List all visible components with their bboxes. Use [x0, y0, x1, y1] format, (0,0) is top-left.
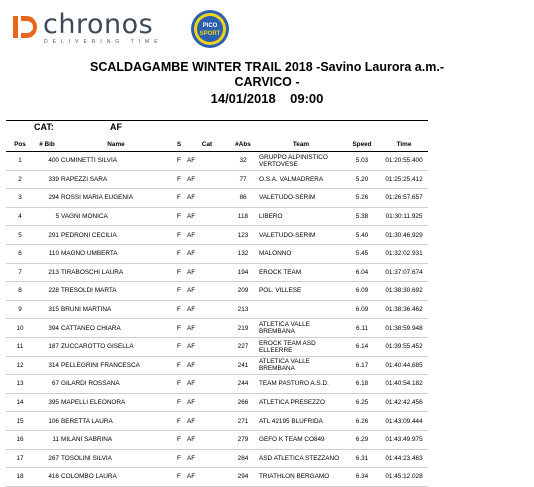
table-row [6, 170, 428, 189]
cell-bib: 315 [34, 300, 60, 319]
cell-name: PELLEGRINI FRANCESCA [60, 356, 172, 375]
cell-team: LIBERO [258, 207, 344, 226]
badge-line1: PICO [202, 23, 218, 29]
race-location: CARVICO - [234, 75, 300, 89]
cell-pos: 15 [6, 412, 34, 431]
cell-cat: AF [186, 263, 228, 282]
cell-cat: AF [186, 375, 228, 394]
table-row [6, 152, 428, 171]
badge-line2: SPORT [199, 31, 221, 37]
cell-bib: 267 [34, 449, 60, 468]
table-row [6, 244, 428, 263]
cell-s: F [172, 393, 186, 412]
table-row [6, 412, 428, 431]
column-header-speed: Speed [344, 137, 380, 152]
logo-wordmark: chronos [43, 9, 154, 40]
race-time: 09:00 [290, 91, 324, 106]
cell-pos: 1 [6, 152, 34, 171]
cell-name: ZUCCAROTTO GISELLA [60, 337, 172, 356]
cell-abs: 284 [228, 449, 258, 468]
race-date: 14/01/2018 [210, 91, 276, 106]
table-row [6, 189, 428, 208]
cell-team: ASD ATLETICA STEZZANO [258, 449, 344, 468]
cell-bib: 67 [34, 375, 60, 394]
cell-pos: 13 [6, 375, 34, 394]
cell-pos: 3 [6, 189, 34, 208]
cell-speed: 6.26 [344, 412, 380, 431]
cell-pos: 10 [6, 319, 34, 338]
cell-bib: 416 [34, 468, 60, 487]
cell-name: ROSSI MARIA EUGENIA [60, 189, 172, 208]
cell-pos: 11 [6, 337, 34, 356]
table-row [6, 449, 428, 468]
column-header-bib: # Bib [34, 137, 60, 152]
cell-s: F [172, 226, 186, 245]
column-header-cat: Cat [186, 137, 228, 152]
table-row [6, 207, 428, 226]
cell-speed: 6.31 [344, 449, 380, 468]
cell-speed: 5.38 [344, 207, 380, 226]
cell-pos: 18 [6, 468, 34, 487]
cell-bib: 11 [34, 430, 60, 449]
column-header-s: S [172, 137, 186, 152]
cell-pos: 4 [6, 207, 34, 226]
cell-time: 01:26:57.657 [380, 189, 428, 208]
cell-abs: 209 [228, 282, 258, 301]
cell-speed: 6.11 [344, 319, 380, 338]
cell-name: VAGNI MONICA [60, 207, 172, 226]
cell-time: 01:38:59.948 [380, 319, 428, 338]
table-row [6, 375, 428, 394]
cell-time: 01:40:54.182 [380, 375, 428, 394]
cell-abs: 227 [228, 337, 258, 356]
cell-name: MILANI SABRINA [60, 430, 172, 449]
cell-cat: AF [186, 170, 228, 189]
cell-speed: 5.03 [344, 152, 380, 171]
cell-s: F [172, 449, 186, 468]
cell-speed: 6.09 [344, 282, 380, 301]
cell-name: GILARDI ROSSANA [60, 375, 172, 394]
race-title: SCALDAGAMBE WINTER TRAIL 2018 -Savino Laurora a.m.- [90, 60, 444, 74]
cell-s: F [172, 189, 186, 208]
cell-speed: 5.26 [344, 189, 380, 208]
cell-abs: 194 [228, 263, 258, 282]
cell-cat: AF [186, 356, 228, 375]
cell-bib: 400 [34, 152, 60, 171]
cell-time: 01:32:02.931 [380, 244, 428, 263]
cell-speed: 5.20 [344, 170, 380, 189]
cell-pos: 7 [6, 263, 34, 282]
table-row [6, 226, 428, 245]
table-row [6, 282, 428, 301]
cell-speed: 6.29 [344, 430, 380, 449]
cell-pos: 9 [6, 300, 34, 319]
cell-team: MALONNO [258, 244, 344, 263]
cell-time: 01:30:46.929 [380, 226, 428, 245]
cell-cat: AF [186, 412, 228, 431]
cell-name: TIRABOSCHI LAURA [60, 263, 172, 282]
cell-pos: 6 [6, 244, 34, 263]
cell-pos: 2 [6, 170, 34, 189]
table-row [6, 356, 428, 375]
table-row [6, 319, 428, 338]
race-datetime [0, 91, 534, 106]
cell-s: F [172, 282, 186, 301]
cell-pos: 5 [6, 226, 34, 245]
cell-speed: 6.17 [344, 356, 380, 375]
cell-speed: 6.14 [344, 337, 380, 356]
cell-time: 01:44:23.463 [380, 449, 428, 468]
cell-cat: AF [186, 337, 228, 356]
cell-s: F [172, 412, 186, 431]
cell-time: 01:38:30.692 [380, 282, 428, 301]
category-top-rule [6, 120, 428, 121]
cell-abs: 32 [228, 152, 258, 171]
cell-speed: 6.18 [344, 375, 380, 394]
cell-cat: AF [186, 226, 228, 245]
cell-abs: 77 [228, 170, 258, 189]
column-header-abs: #Abs [228, 137, 258, 152]
column-header-pos: Pos [6, 137, 34, 152]
cell-s: F [172, 244, 186, 263]
results-table [6, 137, 428, 487]
cell-abs: 294 [228, 468, 258, 487]
cell-abs: 244 [228, 375, 258, 394]
cell-team: ATLETICA PRESEZZO [258, 393, 344, 412]
cell-name: PEDRONI CECILIA [60, 226, 172, 245]
table-row [6, 393, 428, 412]
cell-name: TOSOLINI SILVIA [60, 449, 172, 468]
cell-s: F [172, 319, 186, 338]
column-header-team: Team [258, 137, 344, 152]
cell-team: VALETUDO-SERIM [258, 189, 344, 208]
cell-bib: 339 [34, 170, 60, 189]
cell-cat: AF [186, 468, 228, 487]
table-row [6, 337, 428, 356]
cell-s: F [172, 300, 186, 319]
cell-s: F [172, 263, 186, 282]
cell-name: MAPELLI ELEONORA [60, 393, 172, 412]
column-header-time: Time [380, 137, 428, 152]
results-header [6, 137, 428, 152]
cell-time: 01:20:55.400 [380, 152, 428, 171]
cell-team: GRUPPO ALPINISTICO VERTOVESE [258, 152, 344, 171]
cell-pos: 8 [6, 282, 34, 301]
cell-bib: 106 [34, 412, 60, 431]
cell-team: EROCK TEAM ASD ELLEERRE [258, 337, 344, 356]
cell-name: COLOMBO LAURA [60, 468, 172, 487]
category-value: AF [110, 122, 122, 132]
cell-pos: 16 [6, 430, 34, 449]
cell-abs: 86 [228, 189, 258, 208]
cell-name: MAGNO UMBERTA [60, 244, 172, 263]
cell-abs: 123 [228, 226, 258, 245]
cell-time: 01:38:36.462 [380, 300, 428, 319]
cell-abs: 241 [228, 356, 258, 375]
cell-time: 01:37:07.674 [380, 263, 428, 282]
cell-name: TRESOLDI MARTA [60, 282, 172, 301]
cell-speed: 5.45 [344, 244, 380, 263]
cell-abs: 271 [228, 412, 258, 431]
cell-name: CUMINETTI SILVIA [60, 152, 172, 171]
cell-cat: AF [186, 430, 228, 449]
cell-time: 01:43:09.444 [380, 412, 428, 431]
cell-team [258, 300, 344, 319]
cell-pos: 17 [6, 449, 34, 468]
cell-bib: 5 [34, 207, 60, 226]
cell-s: F [172, 337, 186, 356]
cell-abs: 219 [228, 319, 258, 338]
cell-cat: AF [186, 393, 228, 412]
table-row [6, 300, 428, 319]
cell-name: RAPEZZI SARA [60, 170, 172, 189]
cell-name: BRUNI MARTINA [60, 300, 172, 319]
cell-bib: 213 [34, 263, 60, 282]
cell-team: TRIATHLON BERGAMO [258, 468, 344, 487]
cell-cat: AF [186, 449, 228, 468]
cell-s: F [172, 430, 186, 449]
cell-bib: 314 [34, 356, 60, 375]
cell-bib: 395 [34, 393, 60, 412]
cell-pos: 12 [6, 356, 34, 375]
cell-team: GEFO K TEAM CO849 [258, 430, 344, 449]
cell-time: 01:30:11.925 [380, 207, 428, 226]
cell-team: VALETUDO-SERIM [258, 226, 344, 245]
cell-bib: 291 [34, 226, 60, 245]
cell-team: ATL 42195 BLUFRIDA [258, 412, 344, 431]
table-row [6, 263, 428, 282]
table-row [6, 430, 428, 449]
cell-team: ATLETICA VALLE BREMBANA [258, 319, 344, 338]
cell-s: F [172, 375, 186, 394]
cell-team: ATLETICA VALLE BREMBANA [258, 356, 344, 375]
cell-speed: 6.34 [344, 468, 380, 487]
cell-speed: 6.04 [344, 263, 380, 282]
cell-bib: 110 [34, 244, 60, 263]
cell-s: F [172, 468, 186, 487]
cell-bib: 394 [34, 319, 60, 338]
cell-time: 01:42:42.456 [380, 393, 428, 412]
cell-bib: 294 [34, 189, 60, 208]
cell-time: 01:45:12.028 [380, 468, 428, 487]
cell-cat: AF [186, 207, 228, 226]
cell-speed: 5.40 [344, 226, 380, 245]
cell-abs: 132 [228, 244, 258, 263]
cell-cat: AF [186, 319, 228, 338]
cell-time: 01:40:44.685 [380, 356, 428, 375]
column-header-name: Name [60, 137, 172, 152]
cell-bib: 228 [34, 282, 60, 301]
cell-pos: 14 [6, 393, 34, 412]
cell-team: TEAM PASTURO A.S.D. [258, 375, 344, 394]
results-body [6, 152, 428, 487]
table-row [6, 468, 428, 487]
chronos-logo [13, 9, 163, 45]
cell-cat: AF [186, 244, 228, 263]
cell-speed: 6.09 [344, 300, 380, 319]
cell-name: BERETTA LAURA [60, 412, 172, 431]
cell-time: 01:39:55.452 [380, 337, 428, 356]
cell-cat: AF [186, 152, 228, 171]
cell-time: 01:25:25.412 [380, 170, 428, 189]
cell-cat: AF [186, 189, 228, 208]
chronos-mark-icon [13, 14, 37, 40]
header-row [6, 137, 428, 152]
cell-team: POL. VILLESE [258, 282, 344, 301]
cell-abs: 279 [228, 430, 258, 449]
cell-name: CATTANEO CHIARA [60, 319, 172, 338]
cell-team: O.S.A. VALMADRERA [258, 170, 344, 189]
cell-team: EROCK TEAM [258, 263, 344, 282]
cell-s: F [172, 356, 186, 375]
category-row [6, 122, 406, 136]
cell-abs: 213 [228, 300, 258, 319]
pico-sport-badge-icon [190, 9, 230, 49]
cell-time: 01:43:49.975 [380, 430, 428, 449]
logo-subtitle: DELIVERING TIME [44, 39, 163, 45]
cell-s: F [172, 152, 186, 171]
category-label: CAT: [34, 122, 54, 132]
cell-abs: 118 [228, 207, 258, 226]
cell-s: F [172, 170, 186, 189]
cell-cat: AF [186, 300, 228, 319]
cell-cat: AF [186, 282, 228, 301]
cell-s: F [172, 207, 186, 226]
cell-speed: 6.25 [344, 393, 380, 412]
cell-bib: 187 [34, 337, 60, 356]
cell-abs: 266 [228, 393, 258, 412]
